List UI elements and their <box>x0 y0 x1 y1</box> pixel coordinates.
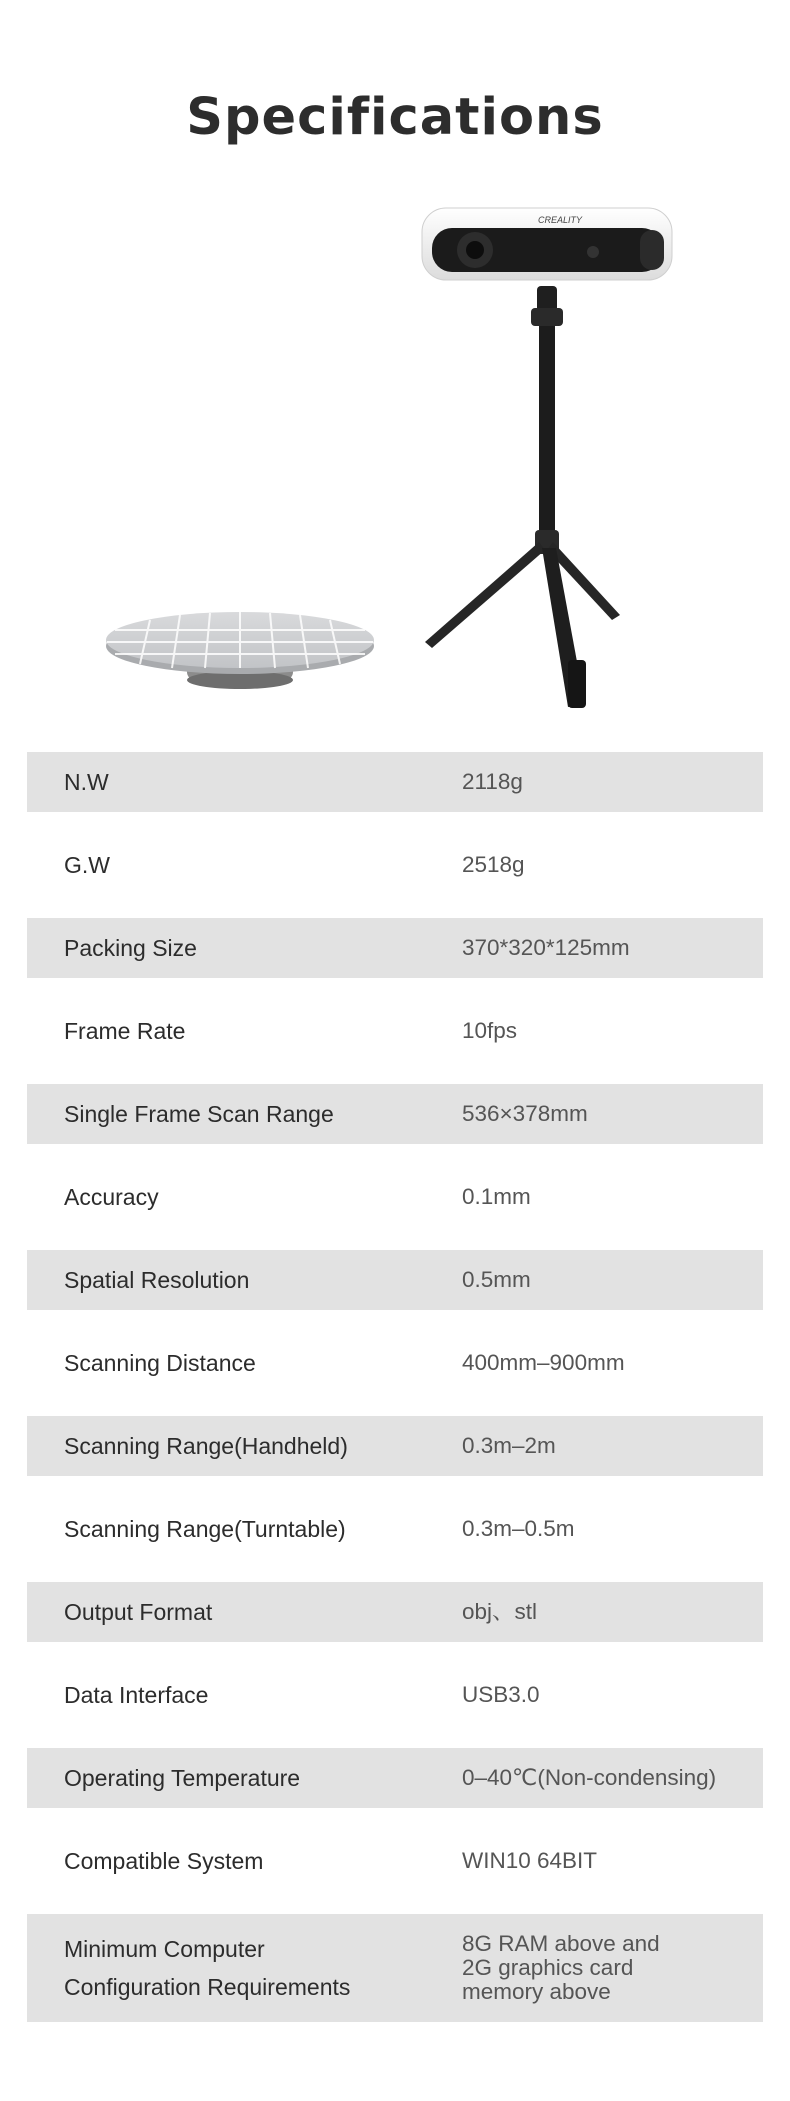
spec-label: Accuracy <box>64 1184 159 1210</box>
page-title: Specifications <box>186 88 604 147</box>
spec-value: 0.3m–0.5m <box>462 1516 575 1541</box>
brand-logo-text: CREALITY <box>538 215 583 225</box>
spec-label: Scanning Distance <box>64 1350 256 1376</box>
spec-label: Single Frame Scan Range <box>64 1101 334 1127</box>
specs-table <box>27 752 763 2045</box>
spec-value: obj、stl <box>462 1599 538 1624</box>
turntable-image <box>106 612 374 689</box>
spec-value: 10fps <box>462 1018 518 1043</box>
spec-label: Compatible System <box>64 1848 264 1874</box>
spec-value: 0.5mm <box>462 1267 531 1292</box>
spec-row <box>27 752 763 812</box>
product-image <box>0 190 790 730</box>
spec-value: WIN10 64BIT <box>462 1848 598 1873</box>
spec-value: 2118g <box>462 769 523 794</box>
spec-row <box>27 835 763 895</box>
spec-value: USB3.0 <box>462 1682 540 1707</box>
spec-value: 0.3m–2m <box>462 1433 556 1458</box>
spec-value: 400mm–900mm <box>462 1350 625 1375</box>
spec-label: Output Format <box>64 1599 213 1625</box>
spec-label: Scanning Range(Handheld) <box>64 1433 348 1459</box>
spec-row <box>27 1748 763 1808</box>
spec-value: 0.1mm <box>462 1184 531 1209</box>
spec-label: Packing Size <box>64 935 197 961</box>
spec-row <box>27 1001 763 1061</box>
spec-row <box>27 1831 763 1891</box>
spec-row <box>27 1416 763 1476</box>
spec-label: Scanning Range(Turntable) <box>64 1516 346 1542</box>
spec-label: Frame Rate <box>64 1018 186 1044</box>
spec-label: G.W <box>64 852 110 878</box>
spec-value: 0–40℃(Non-condensing) <box>462 1765 717 1790</box>
spec-label: N.W <box>64 769 109 795</box>
spec-value: 370*320*125mm <box>462 935 630 960</box>
tripod-image <box>425 286 620 708</box>
spec-row <box>27 1250 763 1310</box>
spec-label: Data Interface <box>64 1682 209 1708</box>
spec-label: Spatial Resolution <box>64 1267 250 1293</box>
spec-row <box>27 1333 763 1393</box>
spec-row <box>27 1167 763 1227</box>
spec-row <box>27 918 763 978</box>
spec-row <box>27 1499 763 1559</box>
spec-value: 8G RAM above and 2G graphics card memory above <box>462 1931 660 2004</box>
spec-row <box>27 1665 763 1725</box>
spec-label: Minimum Computer Configuration Requirements <box>64 1936 351 2000</box>
spec-row <box>27 1084 763 1144</box>
spec-value: 536×378mm <box>462 1101 588 1126</box>
spec-value: 2518g <box>462 852 525 877</box>
spec-row <box>27 1582 763 1642</box>
spec-row <box>27 1914 763 2022</box>
scanner-image <box>422 208 672 280</box>
spec-label: Operating Temperature <box>64 1765 301 1791</box>
